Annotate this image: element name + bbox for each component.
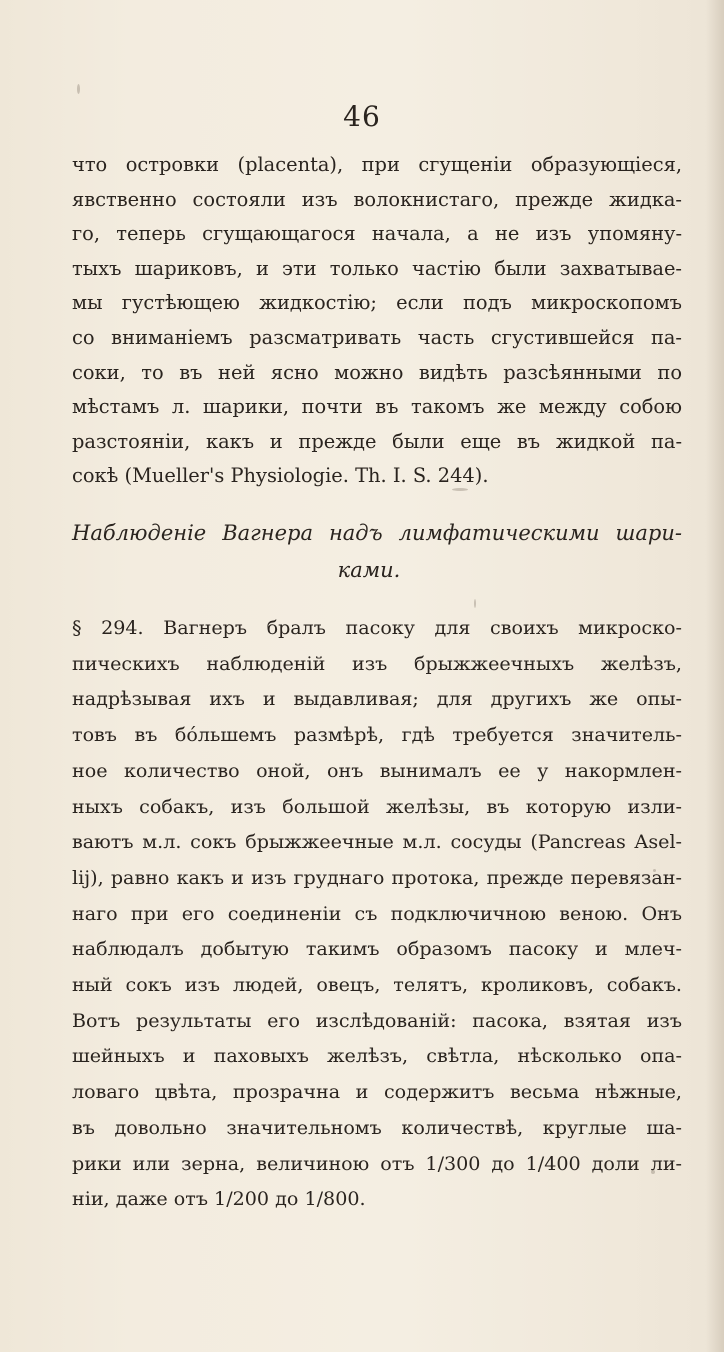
paragraph-2-line-9: наго при его соединеніи съ подключичною веною. Онъ [72,901,682,925]
paragraph-1-line-3: го, теперь сгущающагося начала, а не изъ упомяну- [72,222,682,246]
paragraph-2-line-16: рики или зерна, величиною отъ 1/300 до 1/400 доли ли- [72,1151,682,1175]
paragraph-2-line-13: шейныхъ и паховыхъ желѣзъ, свѣтла, нѣсколько опа- [72,1044,682,1068]
paragraph-1-line-1: что островки (placenta), при сгущеніи образующіеся, [72,153,682,176]
paragraph-2-line-6: ныхъ собакъ, изъ большой желѣзы, въ которую изли- [72,794,682,818]
page-edge-shadow [706,0,724,1352]
paragraph-1-line-2: явственно состояли изъ волокнистаго, прежде жидка- [72,187,682,211]
ink-spot-heading [452,488,468,491]
paragraph-2-line-12: Вотъ результаты его изслѣдованій: пасока, взятая изъ [72,1008,682,1032]
page-number: 46 [343,100,381,133]
paragraph-2-line-11: ный сокъ изъ людей, овецъ, телятъ, кроликовъ, собакъ. [72,973,682,997]
paragraph-1-line-10: сокѣ (Mueller's Physiologie. Th. I. S. 244). [72,464,489,488]
paragraph-2-line-3: надрѣзывая ихъ и выдавливая; для другихъ же опы- [72,687,682,711]
ink-spot-bottom [653,869,656,872]
paragraph-2-line-10: наблюдалъ добытую такимъ образомъ пасоку и млеч- [72,937,682,961]
paragraph-2-line-2: пическихъ наблюденій изъ брыжжеечныхъ желѣзъ, [72,651,682,675]
paragraph-2 [72,610,682,1217]
paragraph-1-line-8: мѣстамъ л. шарики, почти въ такомъ же между собою [72,395,682,419]
paragraph-2-line-14: ловаго цвѣта, прозрачна и содержитъ весьма нѣжные, [72,1080,682,1104]
ink-spot-lower [651,1170,655,1174]
paragraph-2-line-15: въ довольно значительномъ количествѣ, круглые ша- [72,1115,682,1139]
ink-spot-paragraph [474,599,476,608]
paragraph-1 [72,148,682,494]
paragraph-2-line-8: lij), равно какъ и изъ груднаго протока, прежде перевязан- [72,865,682,889]
paragraph-2-line-4: товъ въ бóльшемъ размѣрѣ, гдѣ требуется значитель- [72,723,682,747]
paragraph-2-line-5: ное количество оной, онъ вынималъ ее у накормлен- [72,758,682,782]
section-heading-line-2: ками. [337,558,401,582]
paragraph-2-line-7: ваютъ м.л. сокъ брыжжеечные м.л. сосуды (Pancreas Asel- [72,830,682,854]
paragraph-1-line-5: мы густѣющею жидкостію; если подъ микроскопомъ [72,291,682,315]
paragraph-2-line-1: § 294. Вагнеръ бралъ пасоку для своихъ микроско- [72,616,682,639]
paragraph-1-line-4: тыхъ шариковъ, и эти только частію были захватывае- [72,256,682,280]
paragraph-1-line-9: разстояніи, какъ и прежде были еще въ жидкой па- [72,429,682,453]
ink-spot-top [77,84,80,94]
paragraph-2-line-17: ніи, даже отъ 1/200 до 1/800. [72,1187,366,1211]
section-heading-line-1: Наблюденіе Вагнера надъ лимфатическими шари- [72,521,682,545]
paragraph-1-line-6: со вниманіемъ разсматривать часть сгустившейся па- [72,325,682,349]
paragraph-1-line-7: соки, то въ ней ясно можно видѣть разсѣянными по [72,360,682,384]
